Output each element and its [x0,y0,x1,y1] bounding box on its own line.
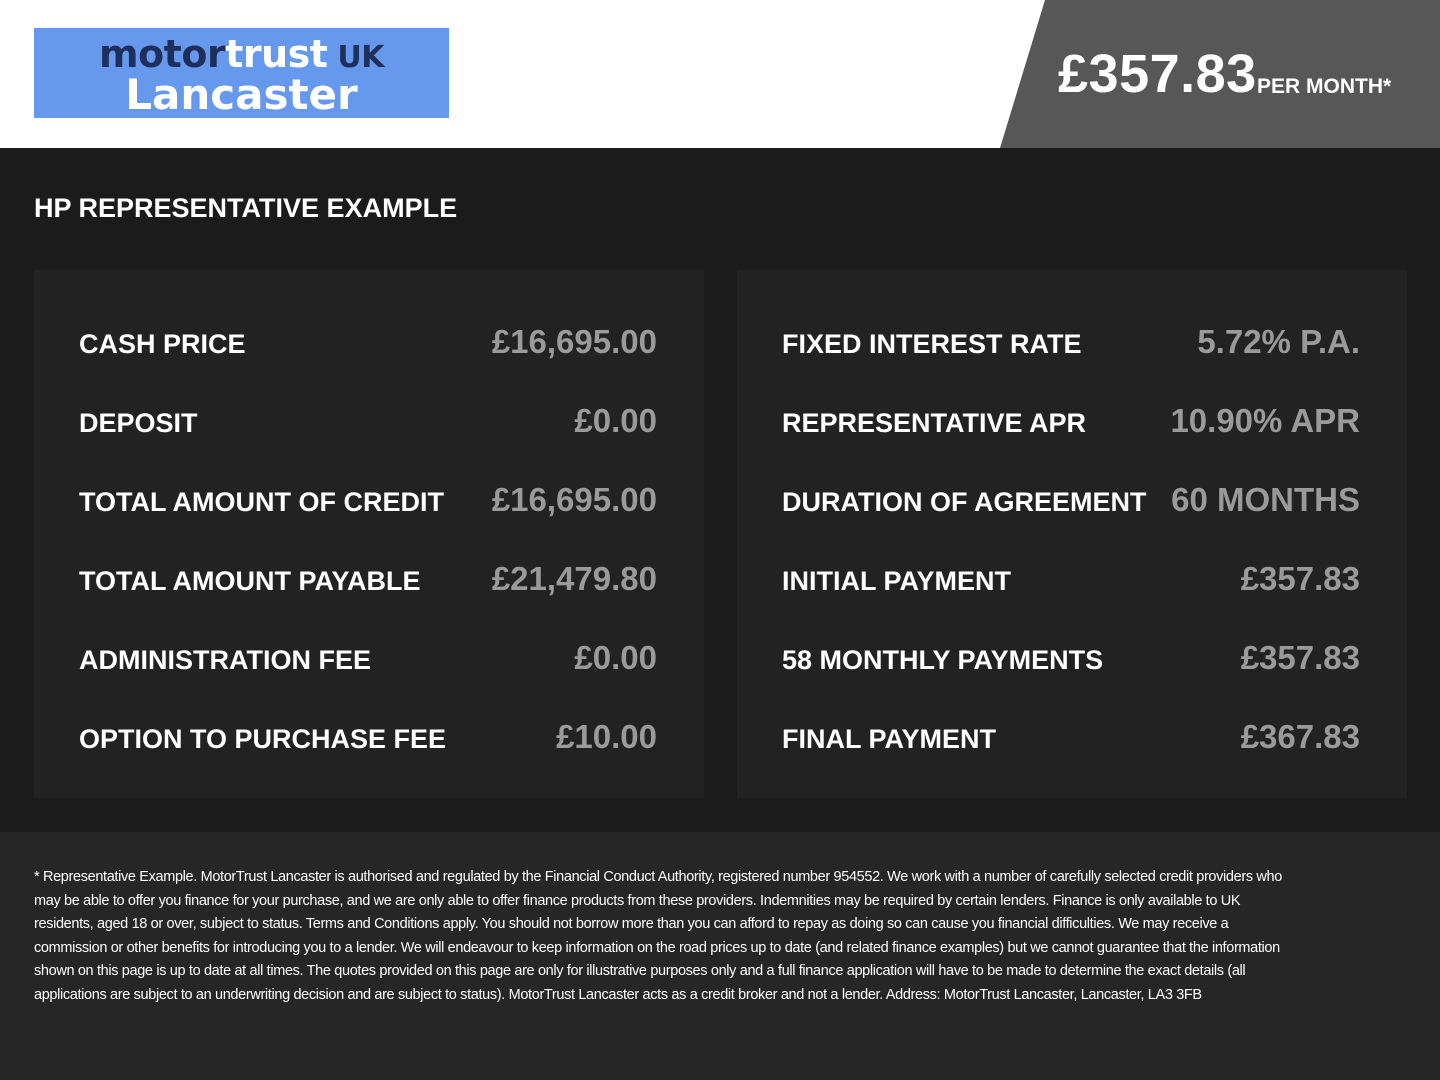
finance-row-apr [782,403,1360,443]
finance-row-label: INITIAL PAYMENT [782,566,1012,596]
finance-row-label: DEPOSIT [79,408,198,438]
section-title: HP REPRESENTATIVE EXAMPLE [34,193,458,223]
monthly-price: £357.83 [1058,44,1257,104]
logo-location-text: Lancaster [125,70,358,119]
finance-row-label: TOTAL AMOUNT OF CREDIT [79,487,444,517]
finance-row-value: 5.72% P.A. [1197,323,1360,360]
finance-details-left-panel [34,270,704,798]
logo-motor-text: motor [98,32,226,76]
finance-row-value: £16,695.00 [491,323,657,360]
finance-row-admin-fee [79,640,657,680]
finance-row-label: FIXED INTEREST RATE [782,329,1082,359]
finance-row-value: £10.00 [556,718,657,755]
finance-row-value: £0.00 [574,639,657,676]
finance-row-final-payment [782,719,1360,759]
finance-row-monthly-payments [782,640,1360,680]
finance-row-value: £357.83 [1240,560,1360,597]
finance-row-value: 10.90% APR [1170,402,1360,439]
finance-row-label: FINAL PAYMENT [782,724,997,754]
finance-row-value: £16,695.00 [491,481,657,518]
finance-row-label: REPRESENTATIVE APR [782,408,1087,438]
finance-row-duration [782,482,1360,522]
finance-row-label: 58 MONTHLY PAYMENTS [782,645,1104,675]
disclaimer-section [0,832,1440,1080]
finance-row-label: OPTION TO PURCHASE FEE [79,724,447,754]
finance-row-label: TOTAL AMOUNT PAYABLE [79,566,421,596]
finance-row-value: £367.83 [1240,718,1360,755]
finance-row-label: DURATION OF AGREEMENT [782,487,1147,517]
finance-row-value: £0.00 [574,402,657,439]
finance-row-value: £357.83 [1240,639,1360,676]
disclaimer-text: * Representative Example. MotorTrust Lancaster is authorised and regulated by the Financial Conduct Authority, registered number 954552. We work with a number of carefully selected credit providers who may be able to offer you finance for your purchase, and we are only able to offer finance products from these providers. Indemnities may be required by certain lenders. Finance is only available to UK residents, aged 18 or over, subject to status. Terms and Conditions apply. You should not borrow more than you can afford to repay as doing so can cause you financial difficulties. We may receive a commission or other benefits for introducing you to a lender. We will endeavour to keep information on the road prices up to date (and related finance examples) but we cannot guarantee that the information shown on this page is up to date at all times. The quotes provided on this page are only for illustrative purposes only and a full finance application will have to be made to determine the exact details (all applications are subject to an underwriting decision and are subject to status). MotorTrust Lancaster acts as a credit broker and not a lender. Address: MotorTrust Lancaster, Lancaster, LA3 3FB [34,869,1282,1003]
finance-row-cash-price [79,324,657,364]
logo-uk-text: UK [337,40,385,75]
finance-row-total-credit [79,482,657,522]
finance-row-deposit [79,403,657,443]
dealer-logo [34,28,449,118]
finance-row-initial-payment [782,561,1360,601]
finance-details-right-panel [737,270,1407,798]
finance-row-option-fee [79,719,657,759]
finance-row-total-payable [79,561,657,601]
finance-row-interest-rate [782,324,1360,364]
per-month-label: PER MONTH* [1257,75,1392,98]
finance-row-label: CASH PRICE [79,329,246,359]
header-bar [0,0,1440,148]
finance-row-value: £21,479.80 [491,560,657,597]
logo-trust-text: trust [225,32,328,76]
finance-row-label: ADMINISTRATION FEE [79,645,371,675]
finance-row-value: 60 MONTHS [1171,481,1360,518]
